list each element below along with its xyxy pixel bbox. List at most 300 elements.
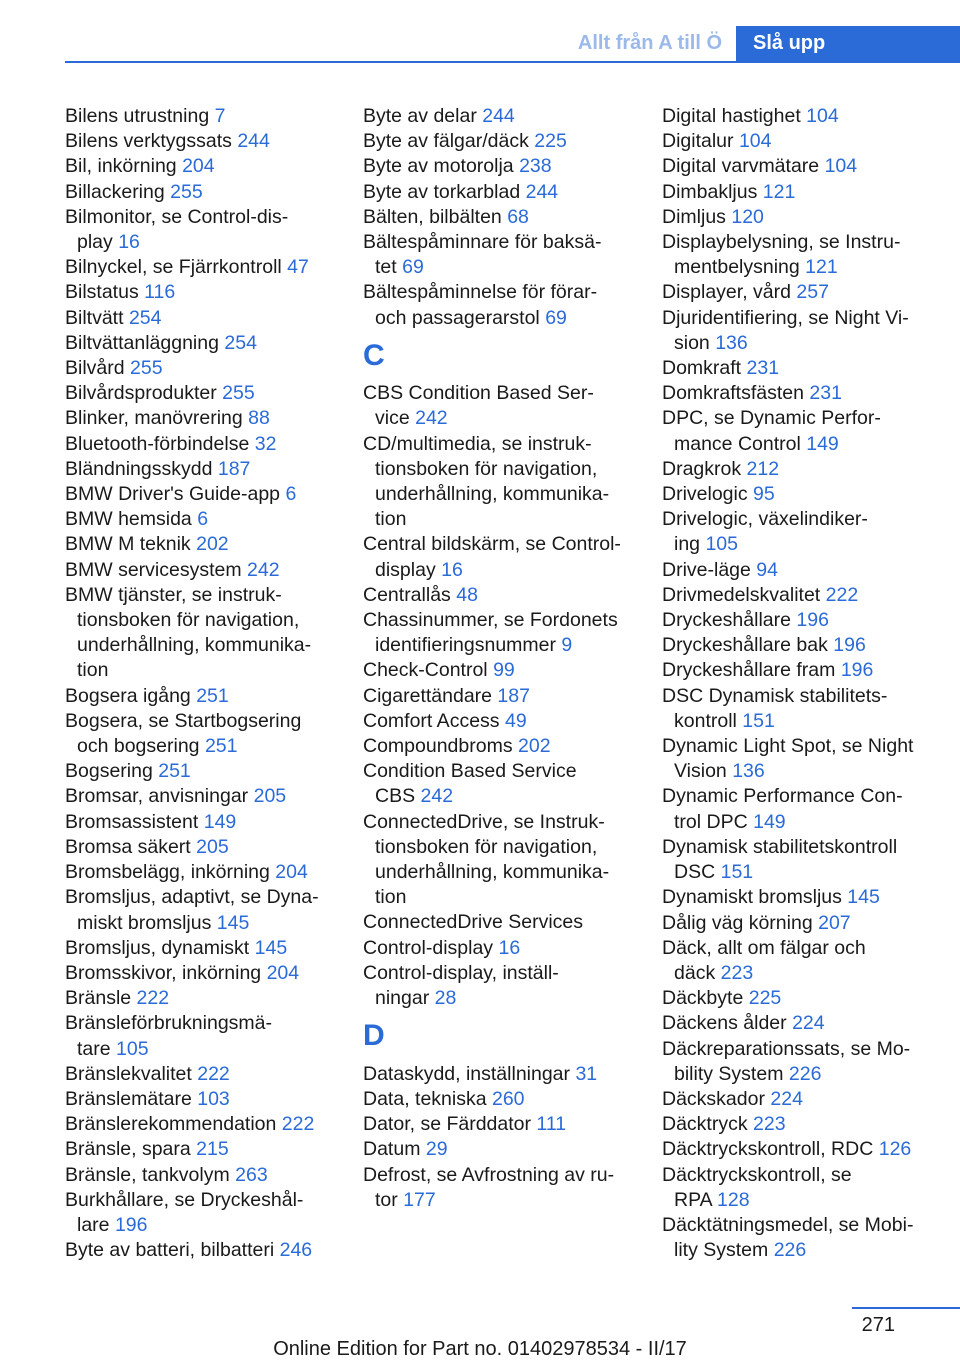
page-reference-link[interactable]: 196 [796,609,829,632]
page-reference-link[interactable]: 205 [196,835,229,858]
page-reference-link[interactable]: 254 [128,306,162,329]
index-entry [363,810,663,835]
index-entry [363,608,663,633]
index-entry [662,784,960,809]
index-entry [65,406,365,431]
index-entry [65,558,365,583]
page-reference-link[interactable]: 103 [197,1087,230,1110]
index-term: CD/multimedia, se instruk- [363,432,592,455]
index-entry [65,961,365,986]
page-reference-link[interactable]: 111 [536,1113,567,1136]
index-term: Dryckeshållare bak [662,634,828,657]
index-entry-continuation [662,810,960,835]
page-reference-link[interactable]: 260 [491,1087,525,1110]
page-reference-link[interactable]: 48 [456,583,478,606]
index-term: tet [375,256,397,279]
index-entry [65,759,365,784]
page-reference-link[interactable]: 69 [402,256,424,279]
page-reference-link[interactable]: 68 [507,205,529,228]
page-reference-link[interactable]: 207 [818,911,851,934]
index-term: Däcktryckskontroll, se [662,1163,852,1186]
index-entry [662,180,960,205]
index-entry [662,1137,960,1162]
index-entry [65,457,365,482]
page-reference-link[interactable]: 149 [203,810,237,833]
index-entry [363,180,663,205]
index-term: ing [674,533,701,556]
index-entry [662,633,960,658]
index-entry [363,280,663,305]
index-term: Compoundbroms [363,735,513,758]
index-entry-continuation [363,1188,663,1213]
index-entry [363,154,663,179]
index-entry [662,306,960,331]
index-entry [65,986,365,1011]
index-entry [65,885,365,910]
index-term: BMW Driver's Guide-app [65,483,281,506]
index-term: tion [77,659,109,682]
index-term: tare [77,1037,111,1060]
page-reference-link[interactable]: 242 [420,785,454,808]
index-term: Bilvårdsprodukter [65,382,217,405]
index-entry-continuation [662,709,960,734]
page-reference-link[interactable]: 116 [144,281,176,304]
index-term: Bromsar, anvisningar [65,785,249,808]
index-term: Vision [674,760,727,783]
index-entry-continuation [65,633,365,658]
index-term: Bromsskivor, inkörning [65,961,262,984]
index-entry-continuation [363,255,663,280]
page-reference-link[interactable]: 222 [197,1062,230,1085]
index-entry [662,911,960,936]
index-term: Bromsljus, adaptivt, se Dyna- [65,886,319,909]
page-reference-link[interactable]: 136 [715,331,748,354]
page-reference-link[interactable]: 215 [196,1138,229,1161]
index-term: Bränslekvalitet [65,1062,192,1085]
index-term: tionsboken för navigation, [375,457,598,480]
index-entry-continuation [363,558,663,583]
index-term: Bilvård [65,357,125,380]
index-term: Billackering [65,180,165,203]
page-reference-link[interactable]: 255 [170,180,203,203]
page-reference-link[interactable]: 224 [792,1012,825,1035]
page-reference-link[interactable]: 204 [266,961,300,984]
index-term: Bromsa säkert [65,835,191,858]
index-term: ConnectedDrive Services [363,911,584,934]
page-reference-link[interactable]: 244 [525,180,559,203]
page-reference-link[interactable]: 149 [806,432,839,455]
index-entry-continuation [662,1188,960,1213]
index-letter-heading: C [363,338,385,372]
index-entry [363,734,663,759]
index-term: Däcktätningsmedel, se Mobi- [662,1213,914,1236]
index-column-2 [363,104,663,1213]
index-term: Centrallås [363,583,451,606]
index-entry [363,205,663,230]
index-term: Condition Based Service [363,760,577,783]
index-entry [662,1011,960,1036]
page-reference-link[interactable]: 145 [216,911,250,934]
index-entry-continuation [662,759,960,784]
page-reference-link[interactable]: 151 [742,709,775,732]
index-term: Bälten, bilbälten [363,205,502,228]
page-reference-link[interactable]: 244 [482,105,515,127]
index-term: Däcktryckskontroll, RDC [662,1138,874,1161]
page-reference-link[interactable]: 255 [130,357,163,380]
page-reference-link[interactable]: 6 [285,483,297,506]
page-reference-link[interactable]: 105 [116,1037,149,1060]
index-term: CBS Condition Based Ser- [363,382,594,405]
index-term: Defrost, se Avfrostning av ru- [363,1163,615,1186]
index-entry [363,1137,663,1162]
page-reference-link[interactable]: 136 [732,760,765,783]
index-entry-continuation [363,835,663,860]
index-term: CBS [375,785,416,808]
page-reference-link[interactable]: 251 [158,760,191,783]
page-reference-link[interactable]: 225 [748,987,782,1010]
index-entry-continuation [363,507,663,532]
page-reference-link[interactable]: 104 [824,155,858,178]
page-reference-link[interactable]: 126 [878,1138,912,1161]
index-term: tion [375,508,407,531]
index-entry [65,1163,365,1188]
index-term: och passagerarstol [375,306,540,329]
page-reference-link[interactable]: 242 [415,407,448,430]
page-reference-link[interactable]: 47 [287,256,309,279]
index-entry [363,230,663,255]
index-entry-continuation [65,911,365,936]
index-entry-continuation [363,986,663,1011]
index-term: Chassinummer, se Fordonets [363,609,618,632]
index-entry-continuation [363,885,663,910]
page-reference-link[interactable]: 104 [738,130,772,153]
index-term: Drivelogic [662,483,748,506]
index-entry [65,1188,365,1213]
index-entry [65,104,365,129]
index-term: BMW servicesystem [65,558,242,581]
page-reference-link[interactable]: 224 [770,1087,803,1110]
page-reference-link[interactable]: 16 [118,231,140,254]
index-term: Digitalur [662,130,734,153]
index-column-1 [65,104,365,1263]
index-entry [662,406,960,431]
index-term: tionsboken för navigation, [375,835,598,858]
index-term: Cigarettändare [363,684,492,707]
page-reference-link[interactable]: 246 [279,1239,313,1262]
index-term: Däckbyte [662,987,744,1010]
index-term: Drivelogic, växelindiker- [662,508,868,531]
page-reference-link[interactable]: 16 [441,558,463,581]
page-reference-link[interactable]: 151 [720,861,754,884]
index-entry [65,936,365,961]
page-reference-link[interactable]: 254 [224,331,257,354]
index-entry [662,1112,960,1137]
index-term: Comfort Access [363,709,500,732]
page-reference-link[interactable]: 88 [248,407,270,430]
index-term: Bromsbelägg, inkörning [65,861,270,884]
index-term: vice [375,407,410,430]
index-term: Blinker, manövrering [65,407,243,430]
index-term: Dragkrok [662,457,742,480]
index-entry-continuation [662,860,960,885]
index-term: och bogsering [77,735,200,758]
index-entry [65,860,365,885]
index-term: Central bildskärm, se Control- [363,533,621,556]
page-reference-link[interactable]: 251 [196,684,229,707]
page-reference-link[interactable]: 32 [254,432,277,455]
index-entry [662,154,960,179]
page-reference-link[interactable]: 238 [519,155,552,178]
index-entry [662,835,960,860]
page-reference-link[interactable]: 120 [731,205,764,228]
index-term: BMW M teknik [65,533,191,556]
index-entry-continuation [662,532,960,557]
index-term: Bilens utrustning [65,105,210,127]
index-entry [662,1037,960,1062]
index-term: Displayer, vård [662,281,791,304]
page-reference-link[interactable]: 29 [425,1138,448,1161]
index-entry-continuation [363,784,663,809]
page-reference-link[interactable]: 226 [773,1239,807,1262]
index-term: Drive-läge [662,558,751,581]
index-entry [65,1238,365,1263]
index-entry [662,684,960,709]
index-entry [363,432,663,457]
index-entry-continuation [363,306,663,331]
index-term: Byte av fälgar/däck [363,130,529,153]
index-term: Dryckeshållare [662,609,791,632]
index-term: Dynamiskt bromsljus [662,886,842,909]
index-entry [662,558,960,583]
page-reference-link[interactable]: 244 [237,130,270,153]
index-entry-continuation [662,961,960,986]
index-entry [363,961,663,986]
index-term: Control-display, inställ- [363,961,559,984]
page-reference-link[interactable]: 149 [753,810,786,833]
page-reference-link[interactable]: 28 [434,987,457,1010]
index-term: Bilens verktygssats [65,130,232,153]
page-reference-link[interactable]: 7 [214,105,226,127]
index-term: Bränsle [65,987,132,1010]
index-entry [662,936,960,961]
index-entry-continuation [662,432,960,457]
index-entry [363,1112,663,1137]
index-entry-continuation [363,406,663,431]
index-entry [65,482,365,507]
page-reference-link[interactable]: 121 [762,180,796,203]
index-term: Bromsassistent [65,810,199,833]
page-reference-link[interactable]: 95 [753,483,775,506]
page-reference-link[interactable]: 145 [254,936,288,959]
page-reference-link[interactable]: 222 [825,583,859,606]
index-entry [363,1062,663,1087]
index-entry [65,306,365,331]
index-term: Bältespåminnelse för förar- [363,281,598,304]
index-entry [662,507,960,532]
index-term: Bogsering [65,760,153,783]
index-term: Dryckeshållare fram [662,659,836,682]
page-reference-link[interactable]: 202 [518,735,551,758]
index-entry-continuation [363,633,663,658]
index-entry [65,1011,365,1036]
index-term: Däck, allt om fälgar och [662,936,866,959]
index-entry [65,1062,365,1087]
index-term: trol DPC [674,810,748,833]
index-term: sion [674,331,710,354]
page-reference-link[interactable]: 177 [403,1188,436,1211]
index-term: Bil, inkörning [65,155,177,178]
index-entry [65,432,365,457]
index-term: Domkraftsfästen [662,382,804,405]
page-reference-link[interactable]: 223 [753,1113,786,1136]
index-term: tion [375,886,407,909]
index-term: Byte av batteri, bilbatteri [65,1239,275,1262]
index-entry [65,532,365,557]
page-reference-link[interactable]: 69 [545,306,567,329]
index-entry [363,658,663,683]
page-reference-link[interactable]: 187 [497,684,530,707]
index-entry [662,205,960,230]
page-reference-link[interactable]: 145 [847,886,880,909]
index-term: Dimljus [662,205,726,228]
page-reference-link[interactable]: 94 [756,558,778,581]
page-reference-link[interactable]: 251 [204,735,238,758]
page-reference-link[interactable]: 226 [788,1062,822,1085]
index-entry [65,356,365,381]
index-term: play [77,231,113,254]
page-reference-link[interactable]: 128 [717,1188,750,1211]
index-term: Dynamic Performance Con- [662,785,903,808]
index-entry [65,205,365,230]
index-entry [363,381,663,406]
index-entry-continuation [363,457,663,482]
index-term: mance Control [674,432,801,455]
index-term: Byte av torkarblad [363,180,521,203]
edition-footer: Online Edition for Part no. 01402978534 - II/17 [273,1338,687,1360]
index-term: Data, tekniska [363,1087,487,1110]
page-reference-link[interactable]: 242 [247,558,280,581]
index-entry [65,835,365,860]
index-term: identifieringsnummer [375,634,556,657]
page-reference-link[interactable]: 49 [504,709,527,732]
index-term: Displaybelysning, se Instru- [662,231,901,254]
index-entry-continuation [65,608,365,633]
index-entry [65,810,365,835]
page-reference-link[interactable]: 204 [275,861,308,884]
index-column-3 [662,104,960,1263]
index-entry [363,1163,663,1188]
page-reference-link[interactable]: 205 [253,785,287,808]
index-term: BMW hemsida [65,508,192,531]
index-term: lity System [674,1239,769,1262]
index-term: RPA [674,1188,712,1211]
index-term: Bogsera igång [65,684,191,707]
index-entry-continuation [662,255,960,280]
page-reference-link[interactable]: 231 [809,382,842,405]
index-entry [363,1087,663,1112]
page-reference-link[interactable]: 255 [222,382,255,405]
index-term: underhållning, kommunika- [375,861,610,884]
index-term: Bränsle, tankvolym [65,1163,230,1186]
page-reference-link[interactable]: 16 [498,936,521,959]
index-term: Däcktryck [662,1113,748,1136]
index-term: Bluetooth-förbindelse [65,432,250,455]
index-term: display [375,558,436,581]
index-entry [65,381,365,406]
index-term: ningar [375,987,430,1010]
index-entry [662,608,960,633]
page-reference-link[interactable]: 225 [534,130,567,153]
page-reference-link[interactable]: 6 [197,508,209,531]
tab-lookup[interactable]: Slå upp [736,26,960,62]
page-reference-link[interactable]: 231 [746,357,780,380]
page-reference-link[interactable]: 31 [575,1062,598,1085]
index-term: Djuridentifiering, se Night Vi- [662,306,909,329]
page-reference-link[interactable]: 223 [720,961,754,984]
index-term: Control-display [363,936,494,959]
index-term: Bilstatus [65,281,139,304]
page-reference-link[interactable]: 204 [182,155,215,178]
page-reference-link[interactable]: 121 [805,256,838,279]
index-term: Dynamic Light Spot, se Night [662,735,914,758]
index-entry [65,1112,365,1137]
page-reference-link[interactable]: 99 [493,659,515,682]
page-reference-link[interactable]: 9 [561,634,573,657]
index-entry [662,230,960,255]
index-term: Burkhållare, se Dryckeshål- [65,1188,304,1211]
page-reference-link[interactable]: 105 [705,533,738,556]
page-reference-link[interactable]: 257 [796,281,829,304]
page-reference-link[interactable]: 222 [281,1113,315,1136]
page-reference-link[interactable]: 187 [217,457,251,480]
index-term: Bromsljus, dynamiskt [65,936,250,959]
index-term: Bilmonitor, se Control-dis- [65,205,289,228]
page-reference-link[interactable]: 196 [114,1213,148,1236]
index-entry-continuation [65,230,365,255]
index-entry [65,709,365,734]
page-reference-link[interactable]: 222 [136,987,170,1010]
index-entry [363,910,663,935]
index-entry [65,331,365,356]
index-term: Dator, se Färddator [363,1113,531,1136]
index-entry [363,759,663,784]
index-term: Dataskydd, inställningar [363,1062,571,1085]
index-entry [65,1087,365,1112]
page-number: 271 [861,1314,895,1336]
page-reference-link[interactable]: 212 [746,457,780,480]
index-entry [662,658,960,683]
index-entry [662,885,960,910]
index-term: Däckskador [662,1087,765,1110]
index-term: lare [77,1213,110,1236]
index-term: BMW tjänster, se instruk- [65,583,282,606]
page-reference-link[interactable]: 202 [196,533,229,556]
tab-alphabetical[interactable]: Allt från A till Ö [577,32,722,54]
index-entry [662,280,960,305]
footer-divider [852,1307,960,1309]
index-entry [363,936,663,961]
index-term: Bränslemätare [65,1087,192,1110]
page-reference-link[interactable]: 263 [235,1163,268,1186]
page-reference-link[interactable]: 196 [833,634,866,657]
index-term: bility System [674,1062,784,1085]
page-reference-link[interactable]: 104 [806,105,839,127]
page-reference-link[interactable]: 196 [840,659,874,682]
index-term: Check-Control [363,659,488,682]
index-entry [662,129,960,154]
index-entry [662,457,960,482]
index-entry [65,129,365,154]
